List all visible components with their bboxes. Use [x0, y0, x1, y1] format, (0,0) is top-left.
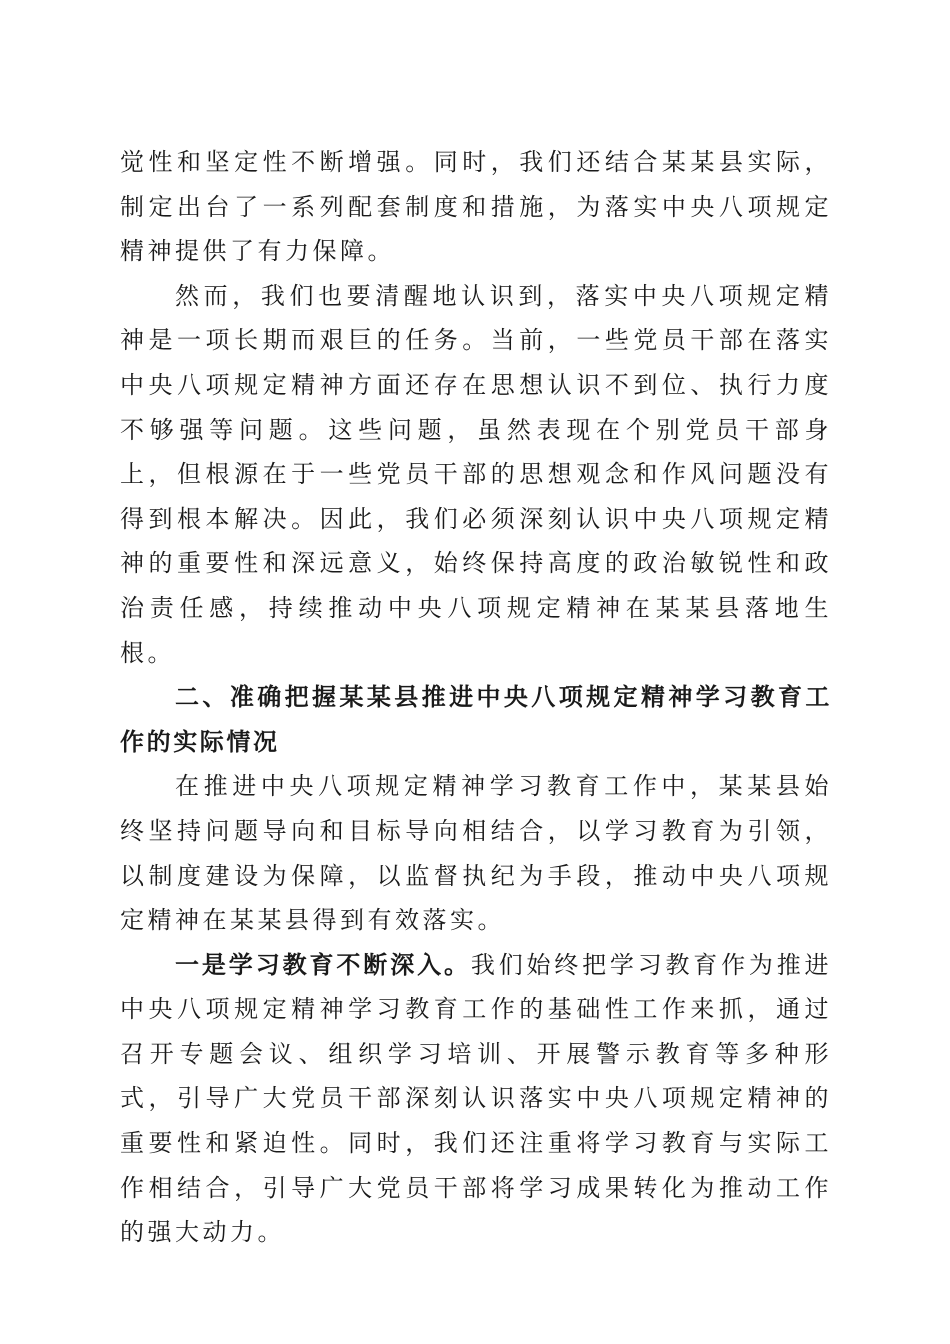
paragraph-lead	[120, 943, 832, 1255]
paragraph-lead-text: 我们始终把学习教育作为推进中央八项规定精神学习教育工作的基础性工作来抓，通过召开专题会议、组织学习培训、开展警示教育等多种形式，引导广大党员干部深刻认识落实中央八项规定精神的重要性和紧迫性。同时，我们还注重将学习教育与实际工作相结合，引导广大党员干部将学习成果转化为推动工作的强大动力。	[120, 950, 833, 1247]
document-body	[120, 140, 832, 1255]
paragraph-continuation: 觉性和坚定性不断增强。同时，我们还结合某某县实际，制定出台了一系列配套制度和措施，为落实中央八项规定精神提供了有力保障。	[120, 148, 832, 266]
section-heading: 二、准确把握某某县推进中央八项规定精神学习教育工作的实际情况	[120, 683, 832, 756]
paragraph-body: 在推进中央八项规定精神学习教育工作中，某某县始终坚持问题导向和目标导向相结合，以学习教育为引领，以制度建设为保障，以监督执纪为手段，推动中央八项规定精神在某某县得到有效落实。	[120, 772, 832, 935]
paragraph-body: 然而，我们也要清醒地认识到，落实中央八项规定精神是一项长期而艰巨的任务。当前，一些党员干部在落实中央八项规定精神方面还存在思想认识不到位、执行力度不够强等问题。这些问题，虽然表现在个别党员干部身上，但根源在于一些党员干部的思想观念和作风问题没有得到根本解决。因此，我们必须深刻认识中央八项规定精神的重要性和深远意义，始终保持高度的政治敏锐性和政治责任感，持续推动中央八项规定精神在某某县落地生根。	[120, 281, 832, 667]
paragraph-lead-title: 一是学习教育不断深入。	[175, 950, 471, 979]
